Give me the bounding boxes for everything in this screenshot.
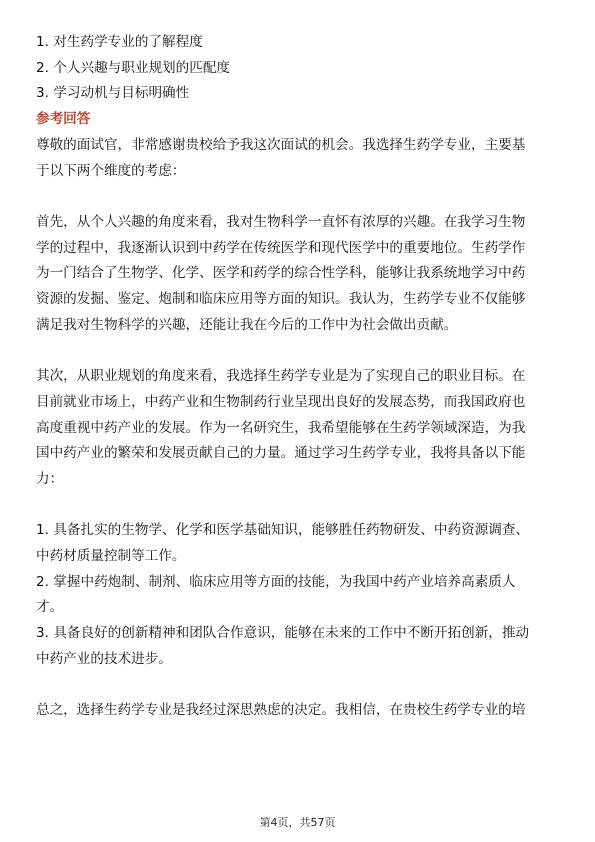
para1-line-1: 首先，从个人兴趣的角度来看，我对生物科学一直怀有浓厚的兴趣。在我学习生物 [36,213,526,230]
para2-line-2: 目前就业市场上，中药产业和生物制药行业呈现出良好的发展态势，而我国政府也 [36,393,526,410]
para1-line-2: 学的过程中，我逐渐认识到中药学在传统医学和现代医学中的重要地位。生药学作 [36,239,526,256]
ability-line-5: 3. 具备良好的创新精神和团队合作意识，能够在未来的工作中不断开拓创新，推动 [36,625,530,642]
para2-line-3: 高度重视中药产业的发展。作为一名研究生，我希望能够在生药学领域深造，为我 [36,419,526,436]
para1-line-4: 资源的发掘、鉴定、炮制和临床应用等方面的知识。我认为，生药学专业不仅能够 [36,291,526,308]
paragraph-spacer [36,338,559,364]
page-number-footer: 第4页，共57页 [259,816,336,829]
ability-line-3: 2. 掌握中药炮制、制剂、临床应用等方面的技能，为我国中药产业培养高素质人 [36,573,516,590]
document-body [36,30,559,724]
para2-line-1: 其次，从职业规划的角度来看，我选择生药学专业是为了实现自己的职业目标。在 [36,368,526,385]
para2-line-5: 力： [36,470,64,487]
intro-line-2: 于以下两个维度的考虑： [36,162,186,179]
criteria-item-1: 1. 对生药学专业的了解程度 [36,34,203,50]
ability-line-4: 才。 [36,599,64,616]
paragraph-spacer [36,184,559,210]
criteria-item-3: 3. 学习动机与目标明确性 [36,85,190,102]
criteria-item-2: 2. 个人兴趣与职业规划的匹配度 [36,59,231,76]
ability-line-2: 中药材质量控制等工作。 [36,548,186,565]
conclusion-line-1: 总之，选择生药学专业是我经过深思熟虑的决定。我相信，在贵校生药学专业的培 [36,702,526,719]
intro-line-1: 尊敬的面试官，非常感谢贵校给予我这次面试的机会。我选择生药学专业，主要基 [36,136,526,153]
paragraph-spacer [36,673,559,699]
para2-line-4: 国中药产业的繁荣和发展贡献自己的力量。通过学习生药学专业，我将具备以下能 [36,445,526,462]
para1-line-5: 满足我对生物科学的兴趣，还能让我在今后的工作中为社会做出贡献。 [36,316,458,333]
paragraph-spacer [36,493,559,519]
ability-line-1: 1. 具备扎实的生物学、化学和医学基础知识，能够胜任药物研发、中药资源调查、 [36,522,530,539]
ability-line-6: 中药产业的技术进步。 [36,650,172,667]
para1-line-3: 为一门结合了生物学、化学、医学和药学的综合性学科，能够让我系统地学习中药 [36,265,526,282]
answer-heading: 参考回答 [36,111,91,128]
